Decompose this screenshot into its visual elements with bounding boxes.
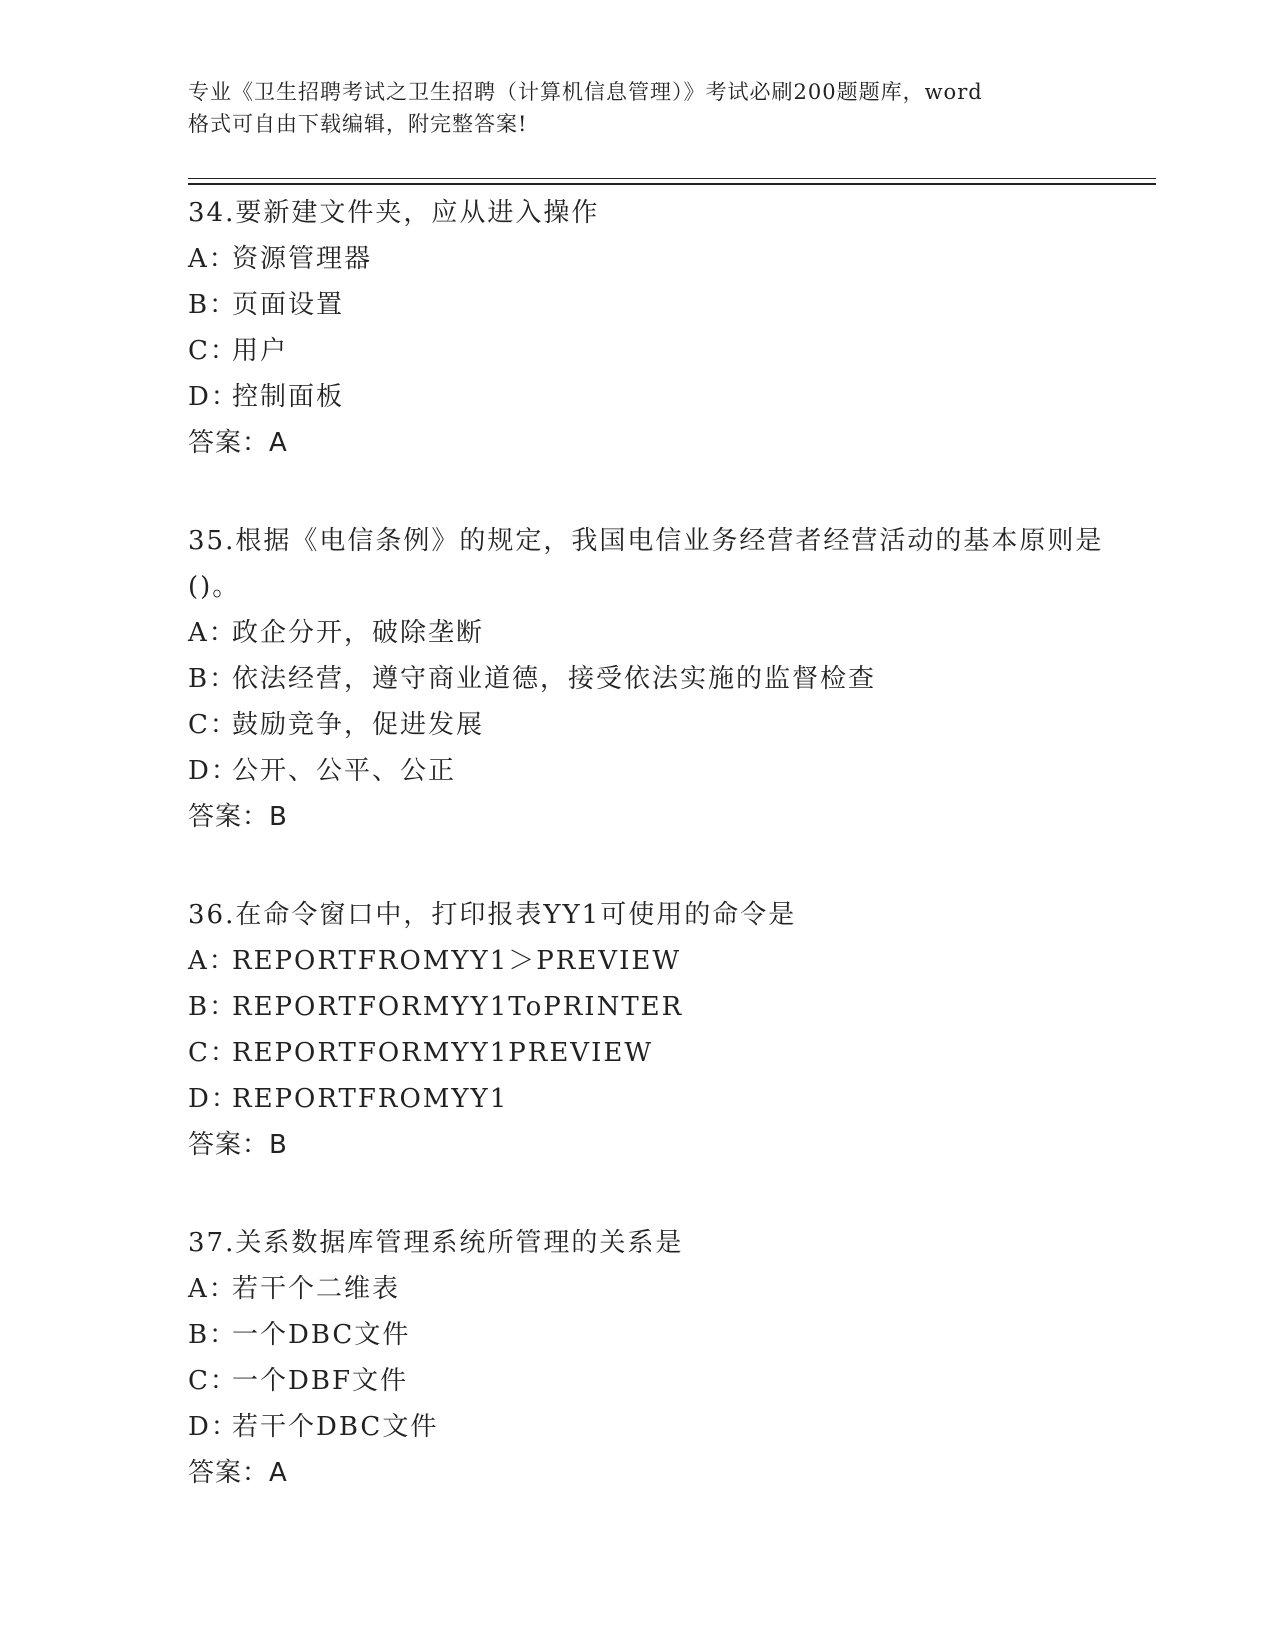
option-letter: B： xyxy=(188,1320,238,1350)
option-text: 资源管理器 xyxy=(232,244,373,274)
answer-line: 答案：A xyxy=(188,1458,288,1488)
option-d xyxy=(188,1076,1118,1122)
option-c xyxy=(188,1030,1118,1076)
option-text: 若干个二维表 xyxy=(232,1274,401,1304)
question-36 xyxy=(188,892,1118,1168)
option-text: REPORTFROMYY1 xyxy=(232,1084,509,1114)
option-letter: C： xyxy=(188,710,238,740)
question-list xyxy=(188,190,1118,1548)
option-letter: C： xyxy=(188,336,238,366)
option-text: 政企分开，破除垄断 xyxy=(232,618,485,648)
option-letter: A： xyxy=(188,946,237,976)
option-b xyxy=(188,282,1118,328)
option-c xyxy=(188,1358,1118,1404)
option-text: 一个DBF文件 xyxy=(232,1366,408,1396)
header-divider-thick xyxy=(188,183,1156,185)
option-d xyxy=(188,748,1118,794)
option-text: 用户 xyxy=(232,336,289,366)
option-a xyxy=(188,236,1118,282)
question-stem: 36.在命令窗口中，打印报表YY1可使用的命令是 xyxy=(188,900,797,930)
option-letter: A： xyxy=(188,618,237,648)
header-divider-thin xyxy=(188,178,1156,179)
question-37 xyxy=(188,1220,1118,1496)
option-letter: D： xyxy=(188,1412,239,1442)
answer-line: 答案：A xyxy=(188,428,288,458)
option-letter: D： xyxy=(188,382,239,412)
option-letter: D： xyxy=(188,756,239,786)
option-d xyxy=(188,1404,1118,1450)
question-stem: 35.根据《电信条例》的规定，我国电信业务经营者经营活动的基本原则是()。 xyxy=(188,526,1104,602)
option-b xyxy=(188,1312,1118,1358)
header-line-2: 格式可自由下载编辑，附完整答案! xyxy=(188,112,528,136)
question-35 xyxy=(188,518,1118,840)
option-text: REPORTFORMYY1ToPRINTER xyxy=(232,992,684,1022)
question-stem: 34.要新建文件夹，应从进入操作 xyxy=(188,198,600,228)
option-letter: A： xyxy=(188,1274,237,1304)
option-text: REPORTFROMYY1＞PREVIEW xyxy=(232,946,682,976)
option-a xyxy=(188,938,1118,984)
option-text: 鼓励竞争，促进发展 xyxy=(232,710,485,740)
option-letter: B： xyxy=(188,290,238,320)
option-text: 依法经营，遵守商业道德，接受依法实施的监督检查 xyxy=(232,664,877,694)
option-b xyxy=(188,656,1118,702)
option-letter: B： xyxy=(188,664,238,694)
option-letter: B： xyxy=(188,992,238,1022)
option-text: 若干个DBC文件 xyxy=(232,1412,439,1442)
option-a xyxy=(188,1266,1118,1312)
option-text: 控制面板 xyxy=(232,382,345,412)
option-text: 一个DBC文件 xyxy=(232,1320,411,1350)
option-c xyxy=(188,702,1118,748)
answer-line: 答案：B xyxy=(188,1130,288,1160)
option-letter: D： xyxy=(188,1084,239,1114)
question-34 xyxy=(188,190,1118,466)
option-text: 页面设置 xyxy=(232,290,345,320)
option-text: REPORTFORMYY1PREVIEW xyxy=(232,1038,654,1068)
option-c xyxy=(188,328,1118,374)
option-b xyxy=(188,984,1118,1030)
header-line-1: 专业《卫生招聘考试之卫生招聘（计算机信息管理）》考试必刷200题题库，word xyxy=(188,80,983,104)
option-text: 公开、公平、公正 xyxy=(232,756,457,786)
document-header xyxy=(188,76,1088,140)
option-a xyxy=(188,610,1118,656)
option-letter: A： xyxy=(188,244,237,274)
option-d xyxy=(188,374,1118,420)
question-stem: 37.关系数据库管理系统所管理的关系是 xyxy=(188,1228,684,1258)
answer-line: 答案：B xyxy=(188,802,288,832)
option-letter: C： xyxy=(188,1366,238,1396)
option-letter: C： xyxy=(188,1038,238,1068)
